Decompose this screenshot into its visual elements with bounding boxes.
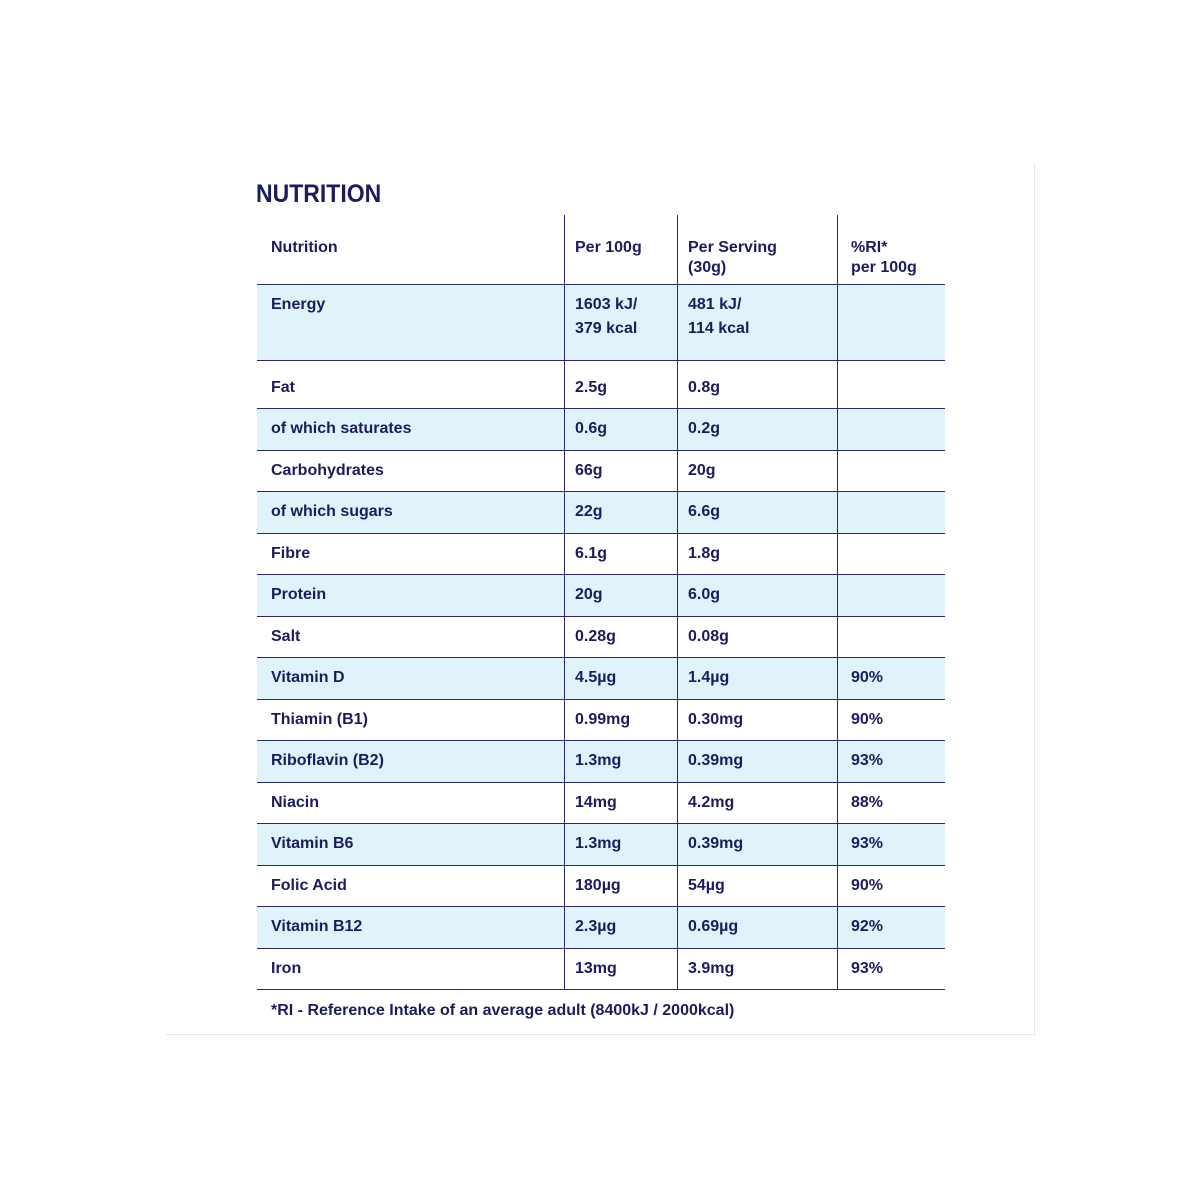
table-row	[257, 824, 945, 866]
per-100g-value: 0.99mg	[564, 700, 677, 741]
per-serving-value: 0.2g	[677, 409, 837, 450]
table-row	[257, 658, 945, 700]
energy-per-serving-kcal: 114 kcal	[688, 320, 750, 337]
per-serving-value: 0.30mg	[677, 700, 837, 741]
nutrient-label: Thiamin (B1)	[271, 710, 368, 728]
table-header-row	[257, 215, 945, 285]
ri-value	[837, 451, 945, 492]
per-100g-value: 13mg	[564, 949, 677, 990]
per-100g-value: 6.1g	[564, 534, 677, 575]
table-body	[257, 361, 945, 990]
per-serving-value: 4.2mg	[677, 783, 837, 824]
table-row	[257, 451, 945, 493]
energy-per-serving	[677, 285, 837, 360]
table-row	[257, 492, 945, 534]
per-100g-value: 20g	[564, 575, 677, 616]
table-row	[257, 949, 945, 991]
header-nutrition: Nutrition	[271, 239, 338, 256]
ri-value: 88%	[837, 783, 945, 824]
per-100g-value: 0.28g	[564, 617, 677, 658]
energy-per-100g-kj: 1603 kJ/	[575, 296, 638, 313]
ri-value: 90%	[837, 700, 945, 741]
header-per-100g: Per 100g	[564, 215, 677, 284]
nutrition-table	[257, 215, 945, 990]
footnote: *RI - Reference Intake of an average adult (8400kJ / 2000kcal)	[271, 1002, 735, 1019]
nutrient-label: Riboflavin (B2)	[271, 752, 384, 769]
header-per-serving	[677, 215, 837, 284]
per-100g-value: 1.3mg	[564, 824, 677, 865]
nutrient-label: Carbohydrates	[271, 461, 384, 479]
energy-label: Energy	[271, 296, 326, 313]
nutrient-label: Vitamin D	[271, 669, 345, 686]
header-ri	[837, 215, 945, 284]
table-row	[257, 907, 945, 949]
nutrient-label: Protein	[271, 586, 327, 603]
per-serving-value: 0.69µg	[677, 907, 837, 948]
nutrition-title: NUTRITION	[256, 180, 382, 208]
nutrient-label: Fat	[271, 379, 295, 396]
nutrient-label: Niacin	[271, 793, 320, 811]
ri-value	[837, 492, 945, 533]
per-100g-value: 66g	[564, 451, 677, 492]
per-serving-value: 0.8g	[677, 361, 837, 408]
table-row	[257, 783, 945, 825]
ri-value: 90%	[837, 866, 945, 907]
table-row-energy	[257, 285, 945, 361]
ri-value: 90%	[837, 658, 945, 699]
table-row	[257, 361, 945, 409]
nutrient-label: of which sugars	[271, 503, 393, 520]
ri-value: 92%	[837, 907, 945, 948]
header-per-serving-line1: Per Serving	[688, 239, 777, 256]
ri-value: 93%	[837, 949, 945, 990]
nutrient-label: Iron	[271, 959, 302, 977]
per-serving-value: 6.0g	[677, 575, 837, 616]
ri-value: 93%	[837, 741, 945, 782]
table-row	[257, 409, 945, 451]
per-100g-value: 180µg	[564, 866, 677, 907]
energy-per-100g	[564, 285, 677, 360]
per-100g-value: 2.5g	[564, 361, 677, 408]
energy-per-serving-kj: 481 kJ/	[688, 296, 742, 313]
nutrient-label: Vitamin B6	[271, 835, 354, 852]
header-ri-line1: %RI*	[851, 239, 888, 256]
ri-value	[837, 409, 945, 450]
per-100g-value: 22g	[564, 492, 677, 533]
nutrient-label: of which saturates	[271, 420, 412, 437]
ri-value	[837, 617, 945, 658]
energy-per-100g-kcal: 379 kcal	[575, 320, 638, 337]
nutrient-label: Folic Acid	[271, 876, 347, 894]
ri-value	[837, 534, 945, 575]
ri-value	[837, 575, 945, 616]
per-100g-value: 1.3mg	[564, 741, 677, 782]
header-per-serving-line2: (30g)	[688, 259, 727, 276]
table-row	[257, 617, 945, 659]
per-100g-value: 4.5µg	[564, 658, 677, 699]
per-serving-value: 20g	[677, 451, 837, 492]
per-100g-value: 2.3µg	[564, 907, 677, 948]
per-serving-value: 0.08g	[677, 617, 837, 658]
per-serving-value: 0.39mg	[677, 824, 837, 865]
table-row	[257, 741, 945, 783]
per-serving-value: 54µg	[677, 866, 837, 907]
energy-ri	[837, 285, 945, 360]
table-row	[257, 866, 945, 908]
table-row	[257, 700, 945, 742]
per-serving-value: 1.4µg	[677, 658, 837, 699]
nutrient-label: Fibre	[271, 544, 311, 562]
nutrient-label: Salt	[271, 627, 301, 645]
per-100g-value: 0.6g	[564, 409, 677, 450]
per-serving-value: 3.9mg	[677, 949, 837, 990]
ri-value	[837, 361, 945, 408]
per-serving-value: 6.6g	[677, 492, 837, 533]
table-row	[257, 575, 945, 617]
ri-value: 93%	[837, 824, 945, 865]
per-100g-value: 14mg	[564, 783, 677, 824]
nutrient-label: Vitamin B12	[271, 918, 363, 935]
per-serving-value: 0.39mg	[677, 741, 837, 782]
per-serving-value: 1.8g	[677, 534, 837, 575]
header-ri-line2: per 100g	[851, 259, 917, 276]
table-row	[257, 534, 945, 576]
